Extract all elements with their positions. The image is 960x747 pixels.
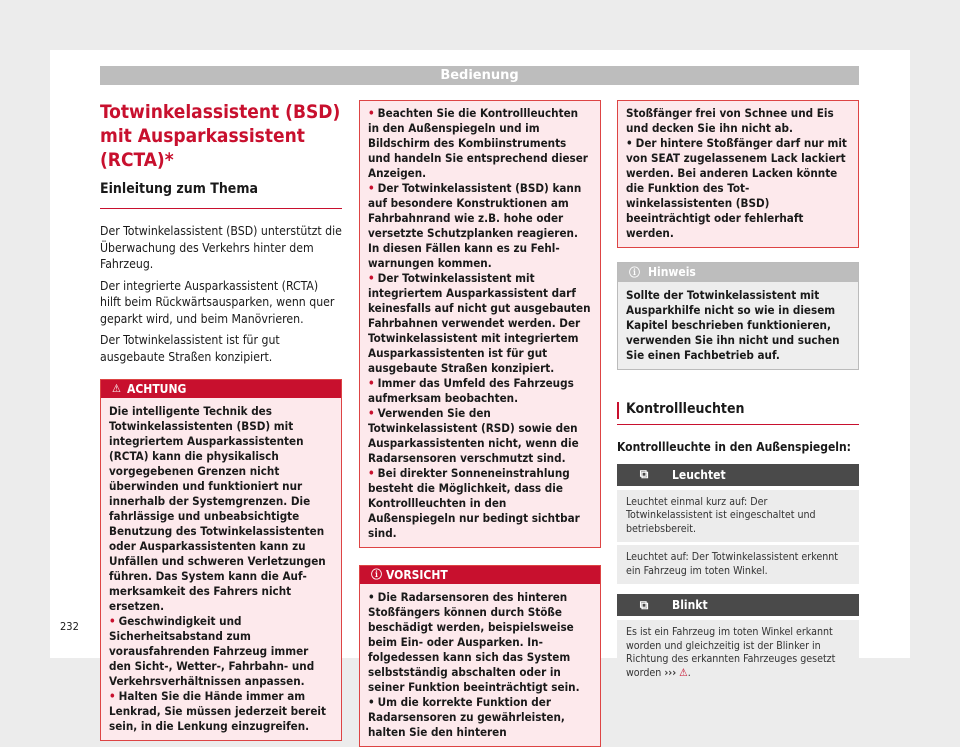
column-1 [100,100,342,741]
caution-label: VORSICHT [386,568,448,582]
column-3 [617,100,859,686]
paragraph: Der Totwinkelassistent (BSD) unterstützt die Überwachung des Verkehrs hinter dem Fahrzeug. [100,224,342,271]
section-title: Kontrollleuchten [617,400,859,425]
paragraph: Der Totwinkelassistent ist für gut ausgebaute Straßen konzipiert. [100,333,280,364]
lamps-intro: Kontrollleuchte in den Außenspiegeln: [617,440,851,454]
bullet-icon: • [368,590,375,604]
warning-header [101,380,341,398]
section-marker [617,402,619,419]
page-title: Totwinkelassistent (BSD) mit Ausparkassistent (RCTA)* [100,101,341,171]
table-row: Leuchtet einmal kurz auf: Der Totwinkelassistent ist eingeschaltet und betriebsbereit. [617,490,859,543]
caution-box-continued [617,100,859,248]
list-item: • Verwenden Sie den Totwinkelassistent (RSD) sowie den Ausparkassistenten nicht, wenn die Radarsensoren verschmutzt sind. [368,406,579,465]
caution-body [618,101,858,247]
lamp-state-label: Leuchtet [672,467,726,482]
bullet-icon: • [109,689,116,703]
warning-body [101,398,341,740]
warning-box-continued [359,100,601,548]
bullet-icon: • [368,181,375,195]
paragraph: Der integrierte Ausparkassistent (RCTA) hilft beim Rückwärtsausparken, wenn quer geparkt wird, und beim Manövrieren. [100,278,335,326]
bullet-icon: • [368,106,375,120]
note-box [617,262,859,370]
bullet-icon: • [368,406,375,420]
caution-body [360,584,600,746]
lamp-table [617,464,859,687]
info-circle-icon: ⓘ [371,568,382,581]
warning-label: ACHTUNG [127,382,187,396]
table-row: Es ist ein Fahrzeug im toten Winkel erkannt worden und gleichzeitig ist der Blinker in Richtung des erkannten Fahrzeuges gesetzt worden ››› ⚠. [617,620,859,686]
blind-spot-lamp-icon: ⧉ [639,467,649,481]
reference-arrows: ››› [664,666,677,679]
caution-header [360,566,600,584]
note-body [618,282,858,369]
note-label: Hinweis [648,265,696,279]
list-item: • Der Totwinkelassistent mit integriertem Ausparkassistent darf keinesfalls auf nicht gut ausgebauten Fahrbahnen verwendet werden. Der Totwinkelassistent mit integriertem Ausparkassistenten ist für gut ausgebaute Straßen konzipiert. [368,271,591,375]
bullet-icon: • [368,271,375,285]
warning-ref-icon[interactable]: ⚠ [679,666,688,679]
intro-text [100,223,342,365]
table-header-row [617,464,859,486]
section-kontrollleuchten [617,400,859,686]
subtitle: Einleitung zum Thema [100,180,342,209]
list-item: • Der Totwinkelassistent (BSD) kann auf besondere Konstruktionen am Fahrbahnrand wie z.B. hohe oder versetzte Schutzplanken reagieren. In diesen Fällen kann es zu Fehlwarnungen kommen. [368,181,582,270]
note-text: Sollte der Totwinkelassistent mit Ausparkhilfe nicht so wie in diesem Kapitel beschrieben funktionieren, verwenden Sie ihn nicht und suchen Sie einen Fachbetrieb auf. [626,288,840,362]
list-item: • Immer das Umfeld des Fahrzeugs aufmerksam beobachten. [368,376,574,405]
list-item: • Halten Sie die Hände immer am Lenkrad, Sie müssen jederzeit bereit sein, in die Lenkung einzugreifen. [109,689,326,733]
warning-body [360,101,600,547]
page-number: 232 [60,620,79,633]
caution-box [359,565,601,747]
warning-box [100,379,342,741]
bullet-icon: • [368,466,375,480]
bullet-icon: • [626,136,633,150]
list-item: • Die Radarsensoren des hinteren Stoßfängers können durch Stöße beschädigt werden, beispielsweise beim Ein- oder Ausparken. Infolgedessen kann sich das System selbstständig abschalten oder in seiner Funktion beeinträchtigt sein. [368,590,580,694]
lamp-state-label: Blinkt [672,598,708,612]
table-header-row [617,594,859,616]
list-item: • Der hintere Stoßfänger darf nur mit von SEAT zugelassenem Lack lackiert werden. Bei anderen Lacken könnte die Funktion des Totwinkelassistenten (BSD) beeinträchtigt oder fehlerhaft werden. [626,136,847,240]
list-item: • Bei direkter Sonneneinstrahlung besteht die Möglichkeit, dass die Kontrollleuchten in den Außenspiegeln nur bedingt sichtbar sind. [368,466,580,540]
table-row: Leuchtet auf: Der Totwinkelassistent erkennt ein Fahrzeug im toten Winkel. [617,545,859,584]
note-icon: ⓘ [629,266,640,279]
blind-spot-lamp-icon: ⧉ [639,597,649,612]
lamp-description: Es ist ein Fahrzeug im toten Winkel erkannt worden und gleichzeitig ist der Blinker in Richtung des erkannten Fahrzeuges gesetzt worden [626,626,836,679]
note-header [618,263,858,282]
column-2 [359,100,601,747]
list-item: • Beachten Sie die Kontrollleuchten in den Außenspiegeln und im Bildschirm des Kombiinstruments und handeln Sie entsprechend dieser Anzeigen. [368,106,588,180]
bullet-icon: • [368,695,375,709]
list-item: • Um die korrekte Funktion der Radarsensoren zu gewährleisten, halten Sie den hinteren [368,695,565,739]
warning-triangle-icon: ⚠ [112,382,121,395]
warning-intro: Die intelligente Technik des Totwinkelassistenten (BSD) mit integriertem Ausparkassistenten (RCTA) kann die physikalisch vorgegebenen Grenzen nicht überwinden und funktioniert nur innerhalb der Systemgrenzen. Die fahrlässige und unbeabsichtigte Benutzung des Totwinkelassistenten oder Ausparkassistenten kann zu Unfällen und schweren Verletzungen führen. Das System kann die Aufmerksamkeit des Fahrers nicht ersetzen. [109,404,326,613]
list-item: • Geschwindigkeit und Sicherheitsabstand zum vorausfahrenden Fahrzeug immer den Sicht-, Wetter-, Fahrbahn- und Verkehrsverhältnissen anpassen. [109,614,315,688]
caution-intro: Stoßfänger frei von Schnee und Eis und decken Sie ihn nicht ab. [626,106,834,135]
bullet-icon: • [109,614,116,628]
section-header: Bedienung [100,66,859,85]
bullet-icon: • [368,376,375,390]
